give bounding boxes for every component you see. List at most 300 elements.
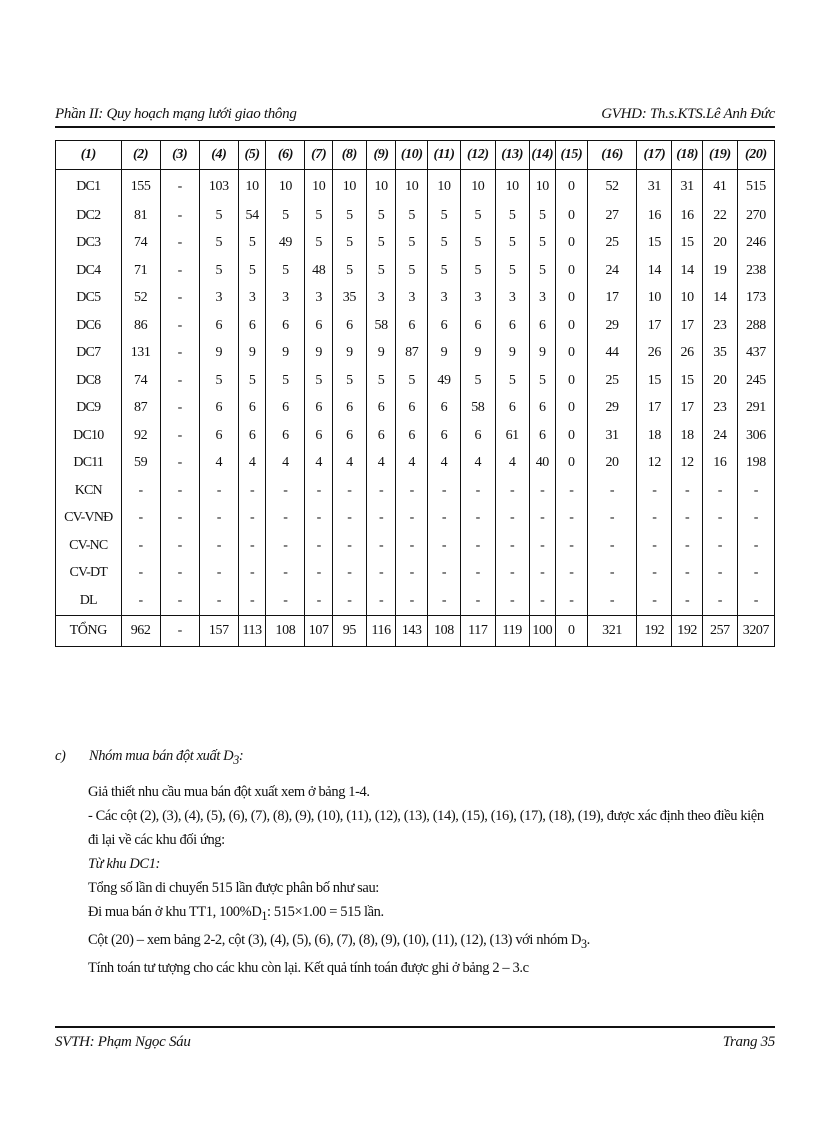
table-cell: 17	[672, 312, 703, 340]
total-cell: 962	[121, 615, 160, 646]
table-cell: 6	[305, 395, 332, 423]
column-header: (9)	[366, 141, 396, 170]
table-cell: 35	[702, 340, 737, 368]
table-row	[56, 340, 775, 368]
table-cell: -	[366, 532, 396, 560]
table-cell: -	[305, 532, 332, 560]
table-cell: 5	[428, 230, 461, 258]
table-cell: 5	[460, 257, 495, 285]
table-cell: 5	[460, 202, 495, 230]
table-cell: -	[587, 505, 637, 533]
table-cell: 515	[737, 170, 774, 203]
table-cell: -	[672, 505, 703, 533]
table-cell: -	[366, 587, 396, 615]
table-cell: 5	[396, 257, 428, 285]
table-cell: 18	[637, 422, 672, 450]
table-cell: -	[160, 170, 199, 203]
total-cell: 321	[587, 615, 637, 646]
total-cell: 192	[637, 615, 672, 646]
column-header: (1)	[56, 141, 122, 170]
table-cell: 6	[428, 395, 461, 423]
table-cell: -	[332, 477, 366, 505]
row-label: DC5	[56, 285, 122, 313]
total-cell: 157	[199, 615, 238, 646]
table-cell: 10	[428, 170, 461, 203]
table-cell: -	[737, 477, 774, 505]
column-header: (6)	[266, 141, 305, 170]
table-cell: 5	[495, 257, 529, 285]
table-cell: -	[637, 587, 672, 615]
table-cell: 71	[121, 257, 160, 285]
row-label: DC6	[56, 312, 122, 340]
table-body	[56, 170, 775, 647]
table-cell: -	[160, 367, 199, 395]
table-cell: -	[396, 587, 428, 615]
header-left: Phần II: Quy hoạch mạng lưới giao thông	[55, 106, 297, 122]
table-cell: 6	[332, 395, 366, 423]
column-header: (14)	[529, 141, 555, 170]
table-cell: -	[556, 477, 588, 505]
table-cell: -	[160, 285, 199, 313]
table-cell: 4	[460, 450, 495, 478]
table-cell: -	[160, 587, 199, 615]
table-cell: 5	[305, 202, 332, 230]
table-cell: -	[266, 505, 305, 533]
table-cell: -	[266, 477, 305, 505]
table-cell: 12	[637, 450, 672, 478]
column-header: (5)	[238, 141, 265, 170]
paragraph-3: Từ khu DC1:	[88, 856, 160, 872]
table-cell: 5	[266, 257, 305, 285]
table-cell: -	[160, 532, 199, 560]
column-header: (17)	[637, 141, 672, 170]
table-cell: -	[160, 230, 199, 258]
table-cell: -	[396, 532, 428, 560]
table-cell: 74	[121, 367, 160, 395]
table-cell: 5	[396, 230, 428, 258]
table-cell: -	[428, 587, 461, 615]
table-cell: 10	[495, 170, 529, 203]
table-cell: 3	[199, 285, 238, 313]
table-cell: -	[121, 532, 160, 560]
table-cell: -	[266, 587, 305, 615]
table-cell: 10	[396, 170, 428, 203]
table-cell: 4	[305, 450, 332, 478]
table-cell: 9	[199, 340, 238, 368]
table-cell: -	[396, 477, 428, 505]
table-cell: -	[495, 532, 529, 560]
table-cell: -	[672, 477, 703, 505]
table-cell: 131	[121, 340, 160, 368]
table-cell: 0	[556, 257, 588, 285]
table-cell: 17	[637, 395, 672, 423]
table-cell: -	[702, 505, 737, 533]
table-cell: 9	[529, 340, 555, 368]
table-cell: -	[160, 257, 199, 285]
table-cell: 49	[428, 367, 461, 395]
table-cell: 9	[266, 340, 305, 368]
table-row	[56, 450, 775, 478]
table-row	[56, 312, 775, 340]
table-cell: 19	[702, 257, 737, 285]
total-cell: 143	[396, 615, 428, 646]
table-cell: -	[305, 477, 332, 505]
row-label: KCN	[56, 477, 122, 505]
table-cell: 61	[495, 422, 529, 450]
table-cell: 5	[529, 202, 555, 230]
table-cell: 0	[556, 367, 588, 395]
table-cell: -	[495, 505, 529, 533]
table-cell: 14	[637, 257, 672, 285]
table-cell: 14	[702, 285, 737, 313]
table-cell: 3	[305, 285, 332, 313]
table-cell: 41	[702, 170, 737, 203]
table-cell: 9	[305, 340, 332, 368]
table-cell: 92	[121, 422, 160, 450]
table-cell: 5	[332, 367, 366, 395]
table-cell: 173	[737, 285, 774, 313]
table-cell: -	[160, 450, 199, 478]
table-cell: 6	[495, 395, 529, 423]
table-cell: 15	[637, 230, 672, 258]
table-cell: 17	[637, 312, 672, 340]
table-cell: -	[428, 477, 461, 505]
table-cell: -	[556, 532, 588, 560]
section-title: Nhóm mua bán đột xuất $D_3$:	[89, 748, 244, 767]
paragraph-6: Cột (20) – xem bảng 2-2, cột (3), (4), (5), (6), (7), (8), (9), (10), (11), (12), (13) với nhóm $D_3$.	[88, 931, 590, 951]
table-cell: -	[160, 340, 199, 368]
table-cell: -	[199, 505, 238, 533]
table-cell: 5	[428, 257, 461, 285]
table-cell: -	[460, 505, 495, 533]
table-cell: 59	[121, 450, 160, 478]
table-cell: 5	[199, 202, 238, 230]
row-label: CV-DT	[56, 560, 122, 588]
table-cell: -	[238, 587, 265, 615]
table-cell: 6	[238, 312, 265, 340]
table-cell: 12	[672, 450, 703, 478]
column-header: (7)	[305, 141, 332, 170]
table-cell: -	[587, 532, 637, 560]
table-cell: 238	[737, 257, 774, 285]
table-cell: 3	[238, 285, 265, 313]
table-cell: 5	[199, 230, 238, 258]
column-header: (18)	[672, 141, 703, 170]
table-cell: -	[428, 505, 461, 533]
table-cell: 16	[702, 450, 737, 478]
table-cell: 20	[702, 367, 737, 395]
row-label: DC3	[56, 230, 122, 258]
table-cell: -	[121, 587, 160, 615]
table-cell: 24	[702, 422, 737, 450]
section-body	[55, 780, 775, 980]
table-cell: -	[495, 587, 529, 615]
table-cell: -	[396, 560, 428, 588]
table-cell: 5	[332, 230, 366, 258]
table-cell: 27	[587, 202, 637, 230]
table-cell: 5	[495, 230, 529, 258]
table-cell: -	[529, 505, 555, 533]
table-cell: -	[495, 477, 529, 505]
column-header: (8)	[332, 141, 366, 170]
total-cell: 95	[332, 615, 366, 646]
table-cell: -	[529, 532, 555, 560]
table-cell: 9	[428, 340, 461, 368]
table-cell: 5	[396, 367, 428, 395]
table-cell: 10	[366, 170, 396, 203]
row-label: DC10	[56, 422, 122, 450]
table-cell: -	[672, 587, 703, 615]
table-cell: 9	[460, 340, 495, 368]
table-cell: -	[460, 532, 495, 560]
total-cell: -	[160, 615, 199, 646]
table-cell: 86	[121, 312, 160, 340]
table-cell: 291	[737, 395, 774, 423]
table-cell: 40	[529, 450, 555, 478]
column-header: (15)	[556, 141, 588, 170]
table-cell: -	[637, 532, 672, 560]
table-cell: -	[238, 505, 265, 533]
total-cell: 113	[238, 615, 265, 646]
table-cell: 5	[366, 230, 396, 258]
table-cell: 23	[702, 395, 737, 423]
total-cell: 108	[266, 615, 305, 646]
row-label: DC4	[56, 257, 122, 285]
table-cell: 0	[556, 312, 588, 340]
column-header: (10)	[396, 141, 428, 170]
table-cell: 3	[266, 285, 305, 313]
table-cell: 6	[396, 312, 428, 340]
total-cell: 100	[529, 615, 555, 646]
table-cell: -	[199, 560, 238, 588]
total-cell: 107	[305, 615, 332, 646]
page-footer	[55, 1034, 775, 1056]
table-cell: 31	[587, 422, 637, 450]
table-cell: -	[737, 532, 774, 560]
table-cell: 10	[672, 285, 703, 313]
table-cell: 5	[266, 367, 305, 395]
row-label: DC7	[56, 340, 122, 368]
table-cell: 10	[637, 285, 672, 313]
table-cell: 4	[238, 450, 265, 478]
table-cell: 31	[637, 170, 672, 203]
table-cell: 10	[238, 170, 265, 203]
table-cell: 6	[199, 422, 238, 450]
table-cell: 5	[238, 367, 265, 395]
table-row	[56, 505, 775, 533]
table-cell: 288	[737, 312, 774, 340]
total-cell: 0	[556, 615, 588, 646]
table-cell: 29	[587, 312, 637, 340]
table-row	[56, 532, 775, 560]
table-cell: -	[460, 587, 495, 615]
table-cell: 48	[305, 257, 332, 285]
table-cell: 4	[495, 450, 529, 478]
table-cell: -	[637, 560, 672, 588]
table-cell: 9	[366, 340, 396, 368]
table-cell: 6	[495, 312, 529, 340]
table-cell: -	[160, 202, 199, 230]
table-cell: 9	[495, 340, 529, 368]
table-cell: 5	[529, 367, 555, 395]
table-cell: 3	[428, 285, 461, 313]
table-cell: 6	[529, 395, 555, 423]
table-cell: 44	[587, 340, 637, 368]
table-cell: -	[366, 477, 396, 505]
table-cell: 5	[460, 367, 495, 395]
column-header: (3)	[160, 141, 199, 170]
table-cell: 3	[460, 285, 495, 313]
table-cell: 6	[529, 312, 555, 340]
row-label: DC11	[56, 450, 122, 478]
table-cell: -	[396, 505, 428, 533]
table-cell: -	[428, 532, 461, 560]
table-cell: -	[587, 477, 637, 505]
table-cell: 5	[266, 202, 305, 230]
table-cell: -	[121, 505, 160, 533]
column-header: (11)	[428, 141, 461, 170]
table-cell: -	[702, 477, 737, 505]
table-cell: 18	[672, 422, 703, 450]
paragraph-7: Tính toán tư tượng cho các khu còn lại. Kết quả tính toán được ghi ở bảng 2 – 3.c	[88, 959, 529, 976]
table-cell: 3	[366, 285, 396, 313]
table-cell: 6	[428, 422, 461, 450]
table-cell: -	[702, 587, 737, 615]
table-cell: -	[737, 505, 774, 533]
table-cell: -	[238, 532, 265, 560]
row-label: DC1	[56, 170, 122, 203]
table-cell: 306	[737, 422, 774, 450]
table-cell: 6	[238, 395, 265, 423]
total-cell: 257	[702, 615, 737, 646]
column-header: (20)	[737, 141, 774, 170]
table-cell: -	[121, 560, 160, 588]
table-cell: -	[529, 587, 555, 615]
table-cell: -	[160, 505, 199, 533]
table-cell: 5	[529, 257, 555, 285]
table-cell: -	[702, 532, 737, 560]
table-cell: 10	[529, 170, 555, 203]
table-cell: 20	[702, 230, 737, 258]
table-cell: 25	[587, 367, 637, 395]
table-cell: 0	[556, 395, 588, 423]
table-cell: 0	[556, 422, 588, 450]
table-cell: -	[160, 422, 199, 450]
table-cell: 4	[428, 450, 461, 478]
table-cell: 5	[238, 230, 265, 258]
row-label: CV-VNĐ	[56, 505, 122, 533]
table-cell: -	[637, 477, 672, 505]
table-cell: 24	[587, 257, 637, 285]
table-cell: -	[266, 532, 305, 560]
table-cell: 6	[199, 312, 238, 340]
table-cell: 6	[238, 422, 265, 450]
table-row	[56, 170, 775, 203]
table-cell: 5	[396, 202, 428, 230]
table-cell: -	[495, 560, 529, 588]
table-cell: 6	[332, 422, 366, 450]
table-cell: 54	[238, 202, 265, 230]
table-cell: -	[672, 560, 703, 588]
table-cell: 10	[460, 170, 495, 203]
table-cell: -	[529, 560, 555, 588]
table-cell: 5	[366, 202, 396, 230]
table-cell: -	[587, 560, 637, 588]
table-cell: 17	[587, 285, 637, 313]
table-cell: 6	[332, 312, 366, 340]
table-cell: 5	[366, 257, 396, 285]
table-cell: 5	[332, 257, 366, 285]
table-cell: 5	[238, 257, 265, 285]
table-cell: -	[160, 312, 199, 340]
column-header: (16)	[587, 141, 637, 170]
table-cell: 6	[428, 312, 461, 340]
table-cell: -	[332, 560, 366, 588]
table-cell: 87	[396, 340, 428, 368]
table-cell: 5	[460, 230, 495, 258]
table-row	[56, 202, 775, 230]
table-cell: -	[460, 560, 495, 588]
table-cell: 5	[428, 202, 461, 230]
table-cell: 3	[396, 285, 428, 313]
section-label: c)	[55, 748, 66, 764]
page-header	[55, 104, 775, 126]
table-cell: 6	[266, 422, 305, 450]
table-cell: 52	[587, 170, 637, 203]
table-cell: 15	[637, 367, 672, 395]
paragraph-5: Đi mua bán ở khu TT1, $100\%D_1$: 515×1.00 = 515 lần.	[88, 904, 384, 923]
table-cell: 245	[737, 367, 774, 395]
table-row	[56, 285, 775, 313]
table-cell: 0	[556, 340, 588, 368]
table-cell: 17	[672, 395, 703, 423]
table-cell: -	[160, 560, 199, 588]
footer-right: Trang 35	[722, 1034, 775, 1050]
table-cell: 437	[737, 340, 774, 368]
table-cell: -	[737, 560, 774, 588]
table-cell: -	[702, 560, 737, 588]
footer-left: SVTH: Phạm Ngọc Sáu	[55, 1034, 191, 1050]
table-cell: 6	[266, 312, 305, 340]
section-heading	[55, 740, 775, 780]
table-cell: 6	[199, 395, 238, 423]
table-cell: 5	[305, 367, 332, 395]
table-cell: -	[332, 505, 366, 533]
table-cell: -	[737, 587, 774, 615]
table-cell: 6	[266, 395, 305, 423]
paragraph-1: Giả thiết nhu cầu mua bán đột xuất xem ở bảng 1-4.	[88, 784, 370, 800]
row-label: DC8	[56, 367, 122, 395]
table-cell: -	[305, 560, 332, 588]
table-cell: 22	[702, 202, 737, 230]
table-cell: -	[587, 587, 637, 615]
table-cell: 6	[305, 422, 332, 450]
header-right: GVHD: Th.s.KTS.Lê Anh Đức	[601, 106, 775, 122]
table-row	[56, 367, 775, 395]
table-cell: 270	[737, 202, 774, 230]
table-cell: -	[366, 560, 396, 588]
data-table	[55, 140, 775, 647]
total-cell: 3207	[737, 615, 774, 646]
table-cell: 155	[121, 170, 160, 203]
footer-divider	[55, 1026, 775, 1028]
table-cell: -	[238, 477, 265, 505]
row-label: DC2	[56, 202, 122, 230]
table-cell: 198	[737, 450, 774, 478]
table-cell: 23	[702, 312, 737, 340]
table-cell: 10	[266, 170, 305, 203]
table-cell: 15	[672, 230, 703, 258]
